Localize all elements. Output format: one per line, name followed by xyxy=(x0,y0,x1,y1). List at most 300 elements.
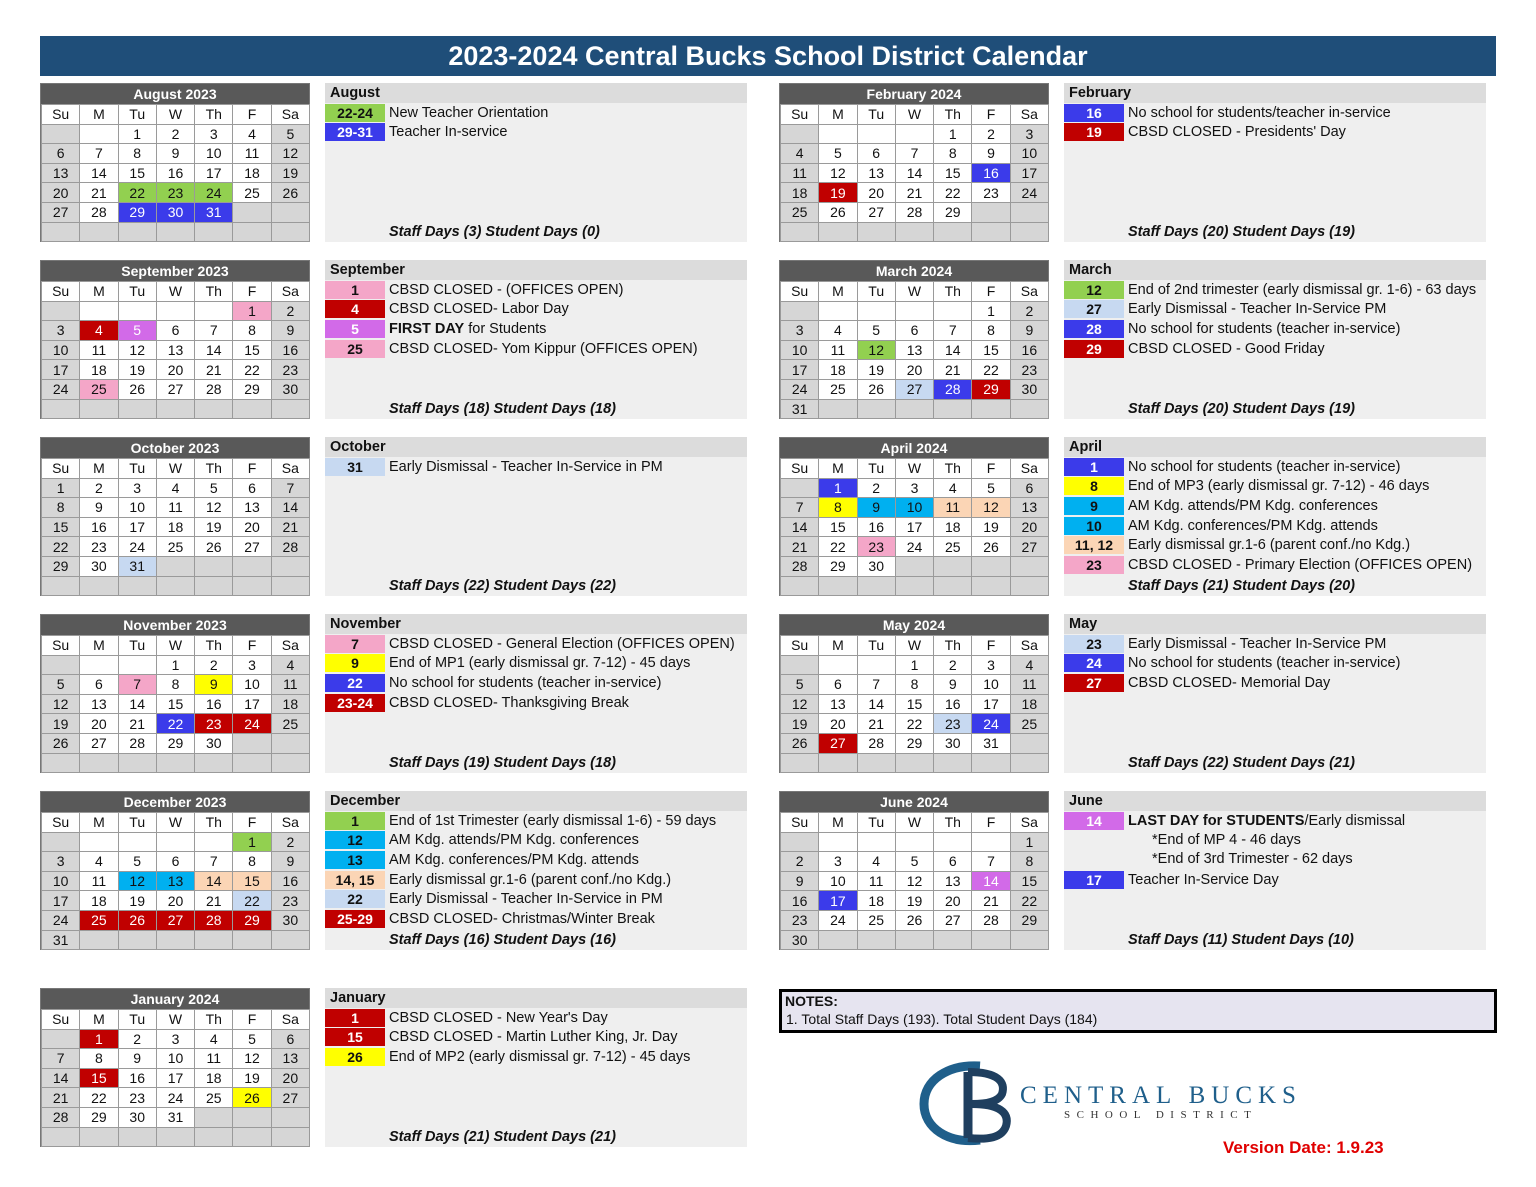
weekday-header: F xyxy=(232,281,271,302)
day-cell: 23 xyxy=(971,182,1010,203)
empty-day-cell xyxy=(895,301,934,322)
day-cell: 7 xyxy=(41,1048,80,1069)
day-cell: 4 xyxy=(232,124,271,145)
day-cell: 17 xyxy=(232,694,271,715)
empty-day-cell xyxy=(41,1029,80,1050)
event-description-text: No school for students/teacher in-service xyxy=(1128,104,1391,121)
empty-day-cell xyxy=(857,576,896,597)
day-cell: 30 xyxy=(1010,379,1049,400)
empty-day-cell xyxy=(41,753,80,774)
day-cell: 24 xyxy=(971,713,1010,734)
weekday-header: M xyxy=(79,104,118,125)
empty-day-cell xyxy=(818,399,857,420)
event-row xyxy=(325,123,747,143)
event-description xyxy=(1124,813,1405,829)
empty-day-cell xyxy=(156,930,195,951)
day-cell: 4 xyxy=(780,143,819,164)
weekday-header: Tu xyxy=(118,458,157,479)
event-description xyxy=(385,105,548,121)
day-cell: 16 xyxy=(1010,340,1049,361)
day-cell: 18 xyxy=(156,517,195,538)
event-row xyxy=(325,870,747,890)
event-description xyxy=(385,1049,690,1065)
weekday-header: Th xyxy=(933,635,972,656)
month-name: August 2023 xyxy=(41,84,309,104)
weekday-header: W xyxy=(156,104,195,125)
day-cell: 7 xyxy=(971,851,1010,872)
day-cell: 4 xyxy=(818,320,857,341)
weekday-header: Su xyxy=(41,104,80,125)
day-cell: 3 xyxy=(818,851,857,872)
empty-day-cell xyxy=(971,576,1010,597)
day-cell: 12 xyxy=(857,340,896,361)
day-cell: 27 xyxy=(895,379,934,400)
day-cell: 13 xyxy=(895,340,934,361)
event-date-badge: 17 xyxy=(1064,871,1124,889)
weekday-header: F xyxy=(971,104,1010,125)
event-description xyxy=(1124,636,1386,652)
day-cell: 9 xyxy=(971,143,1010,164)
empty-day-cell xyxy=(232,576,271,597)
day-cell: 24 xyxy=(156,1087,195,1108)
day-cell: 5 xyxy=(118,851,157,872)
empty-day-cell xyxy=(156,399,195,420)
event-description xyxy=(1124,537,1410,553)
empty-day-cell xyxy=(780,753,819,774)
day-cell: 22 xyxy=(79,1087,118,1108)
day-cell: 15 xyxy=(156,694,195,715)
event-row xyxy=(325,634,747,654)
day-cell: 22 xyxy=(232,359,271,380)
day-cell: 3 xyxy=(118,478,157,499)
day-cell: 16 xyxy=(156,163,195,184)
day-cell: 12 xyxy=(780,694,819,715)
event-description-text: Early Dismissal - Teacher In-Service PM xyxy=(1128,301,1387,318)
day-cell: 19 xyxy=(41,713,80,734)
event-date-badge: 22 xyxy=(325,674,385,692)
day-cell: 14 xyxy=(194,340,233,361)
empty-day-cell xyxy=(271,399,310,420)
empty-day-cell xyxy=(156,576,195,597)
event-row xyxy=(325,811,747,831)
weekday-header: W xyxy=(156,812,195,833)
day-cell: 19 xyxy=(818,182,857,203)
events-month-title: March xyxy=(1064,260,1486,280)
event-description xyxy=(1124,655,1400,671)
event-date-badge: 22-24 xyxy=(325,104,385,122)
event-row xyxy=(325,103,747,123)
day-grid xyxy=(780,281,1048,418)
empty-day-cell xyxy=(156,556,195,577)
events-month-title: January xyxy=(325,988,747,1008)
weekday-header: M xyxy=(818,812,857,833)
days-summary: Staff Days (3) Student Days (0) xyxy=(389,224,600,240)
day-cell: 21 xyxy=(118,713,157,734)
day-cell: 12 xyxy=(271,143,310,164)
weekday-header: Th xyxy=(933,812,972,833)
day-cell: 4 xyxy=(79,320,118,341)
event-description-text: CBSD CLOSED - (OFFICES OPEN) xyxy=(389,281,624,298)
day-cell: 21 xyxy=(194,890,233,911)
days-summary: Staff Days (21) Student Days (21) xyxy=(389,1129,616,1145)
weekday-header: M xyxy=(79,635,118,656)
empty-day-cell xyxy=(79,301,118,322)
event-row xyxy=(1064,123,1486,143)
day-cell: 16 xyxy=(857,517,896,538)
day-cell: 1 xyxy=(933,124,972,145)
event-date-badge: 12 xyxy=(325,831,385,849)
weekday-header: Tu xyxy=(857,635,896,656)
day-cell: 16 xyxy=(271,340,310,361)
empty-day-cell xyxy=(79,753,118,774)
day-cell: 31 xyxy=(780,399,819,420)
day-cell: 19 xyxy=(857,359,896,380)
day-cell: 24 xyxy=(780,379,819,400)
day-cell: 3 xyxy=(41,320,80,341)
empty-day-cell xyxy=(194,399,233,420)
event-description-text: End of 2nd trimester (early dismissal gr. 1-6) - 63 days xyxy=(1128,281,1477,298)
day-cell: 1 xyxy=(818,478,857,499)
events-panel-august-2023 xyxy=(325,83,747,242)
empty-day-cell xyxy=(818,301,857,322)
day-cell: 27 xyxy=(933,910,972,931)
day-cell: 17 xyxy=(41,359,80,380)
event-date-badge: 1 xyxy=(325,1009,385,1027)
day-cell: 5 xyxy=(194,478,233,499)
empty-day-cell xyxy=(79,124,118,145)
day-cell: 13 xyxy=(79,694,118,715)
day-cell: 25 xyxy=(156,536,195,557)
day-cell: 4 xyxy=(156,478,195,499)
events-panel-may-2024 xyxy=(1064,614,1486,773)
day-cell: 28 xyxy=(194,379,233,400)
empty-day-cell xyxy=(79,399,118,420)
event-row xyxy=(325,1047,747,1067)
day-cell: 29 xyxy=(895,733,934,754)
event-date-badge: 24 xyxy=(1064,654,1124,672)
event-description xyxy=(1124,557,1472,573)
empty-day-cell xyxy=(271,222,310,243)
day-cell: 10 xyxy=(971,674,1010,695)
event-date-badge: 11, 12 xyxy=(1064,536,1124,554)
days-summary: Staff Days (20) Student Days (19) xyxy=(1128,224,1355,240)
day-cell: 20 xyxy=(79,713,118,734)
day-cell: 17 xyxy=(194,163,233,184)
day-cell: 29 xyxy=(41,556,80,577)
day-cell: 23 xyxy=(857,536,896,557)
weekday-header: W xyxy=(156,281,195,302)
day-cell: 19 xyxy=(895,890,934,911)
day-cell: 11 xyxy=(79,340,118,361)
empty-day-cell xyxy=(271,930,310,951)
day-cell: 22 xyxy=(118,182,157,203)
weekday-header: F xyxy=(232,812,271,833)
day-cell: 2 xyxy=(1010,301,1049,322)
day-cell: 5 xyxy=(818,143,857,164)
day-grid xyxy=(780,104,1048,241)
day-cell: 27 xyxy=(1010,536,1049,557)
events-month-title: November xyxy=(325,614,747,634)
day-cell: 10 xyxy=(41,871,80,892)
day-cell: 15 xyxy=(971,340,1010,361)
day-cell: 11 xyxy=(156,497,195,518)
empty-day-cell xyxy=(857,124,896,145)
day-cell: 21 xyxy=(857,713,896,734)
event-date-badge: 22 xyxy=(325,890,385,908)
day-cell: 23 xyxy=(156,182,195,203)
day-cell: 18 xyxy=(818,359,857,380)
empty-day-cell xyxy=(895,832,934,853)
empty-day-cell xyxy=(933,556,972,577)
day-cell: 21 xyxy=(933,359,972,380)
event-row xyxy=(325,457,747,477)
day-cell: 1 xyxy=(156,655,195,676)
event-row xyxy=(1064,300,1486,320)
event-description xyxy=(385,1029,678,1045)
day-cell: 11 xyxy=(933,497,972,518)
event-description-text: AM Kdg. conferences/PM Kdg. attends xyxy=(1128,517,1378,534)
weekday-header: M xyxy=(818,281,857,302)
event-date-badge: 9 xyxy=(1064,497,1124,515)
notes-box xyxy=(779,989,1497,1033)
day-cell: 15 xyxy=(895,694,934,715)
event-description-text: Early Dismissal - Teacher In-Service PM xyxy=(1128,635,1387,652)
weekday-header: M xyxy=(818,635,857,656)
weekday-header: W xyxy=(895,812,934,833)
month-name: September 2023 xyxy=(41,261,309,281)
day-cell: 27 xyxy=(232,536,271,557)
empty-day-cell xyxy=(194,832,233,853)
day-cell: 28 xyxy=(895,202,934,223)
day-cell: 17 xyxy=(156,1068,195,1089)
weekday-header: W xyxy=(156,458,195,479)
day-cell: 4 xyxy=(271,655,310,676)
day-cell: 23 xyxy=(1010,359,1049,380)
month-calendar-december-2023 xyxy=(40,791,310,950)
weekday-header: Su xyxy=(780,635,819,656)
day-cell: 26 xyxy=(194,536,233,557)
day-cell: 10 xyxy=(818,871,857,892)
day-cell: 9 xyxy=(933,674,972,695)
day-cell: 11 xyxy=(818,340,857,361)
logo-subtitle: SCHOOL DISTRICT xyxy=(1064,1109,1258,1121)
day-grid xyxy=(780,635,1048,772)
day-cell: 3 xyxy=(232,655,271,676)
event-row xyxy=(325,280,747,300)
event-description xyxy=(385,852,639,868)
day-cell: 22 xyxy=(232,890,271,911)
events-panel-march-2024 xyxy=(1064,260,1486,419)
weekday-header: Tu xyxy=(118,104,157,125)
empty-day-cell xyxy=(780,222,819,243)
day-cell: 20 xyxy=(933,890,972,911)
empty-day-cell xyxy=(933,753,972,774)
month-calendar-june-2024 xyxy=(779,791,1049,950)
days-summary: Staff Days (11) Student Days (10) xyxy=(1128,932,1354,948)
day-cell: 19 xyxy=(118,890,157,911)
day-cell: 22 xyxy=(933,182,972,203)
day-grid xyxy=(41,635,309,772)
weekday-header: Su xyxy=(41,1009,80,1030)
empty-day-cell xyxy=(194,556,233,577)
event-date-badge: 27 xyxy=(1064,674,1124,692)
day-cell: 2 xyxy=(271,832,310,853)
weekday-header: Tu xyxy=(857,104,896,125)
day-cell: 13 xyxy=(933,871,972,892)
empty-day-cell xyxy=(1010,399,1049,420)
event-date-badge: 1 xyxy=(325,281,385,299)
empty-day-cell xyxy=(271,1127,310,1148)
event-date-badge: 10 xyxy=(1064,517,1124,535)
day-cell: 7 xyxy=(895,143,934,164)
empty-day-cell xyxy=(818,753,857,774)
day-cell: 28 xyxy=(271,536,310,557)
day-cell: 10 xyxy=(41,340,80,361)
event-date-badge: 31 xyxy=(325,458,385,476)
day-cell: 15 xyxy=(818,517,857,538)
day-cell: 18 xyxy=(194,1068,233,1089)
event-date-badge: 25 xyxy=(325,340,385,358)
month-calendar-october-2023 xyxy=(40,437,310,596)
empty-day-cell xyxy=(895,930,934,951)
event-description-text: CBSD CLOSED - Primary Election (OFFICES OPEN) xyxy=(1128,556,1473,573)
empty-day-cell xyxy=(271,556,310,577)
day-cell: 30 xyxy=(156,202,195,223)
weekday-header: M xyxy=(818,104,857,125)
day-cell: 20 xyxy=(156,359,195,380)
empty-day-cell xyxy=(232,733,271,754)
event-description-text: Early dismissal gr.1-6 (parent conf./no Kdg.) xyxy=(1128,537,1411,554)
event-date-badge: 8 xyxy=(1064,477,1124,495)
events-panel-january-2024 xyxy=(325,988,747,1147)
event-description-text: End of MP2 (early dismissal gr. 7-12) - 45 days xyxy=(389,1048,691,1065)
day-cell: 25 xyxy=(818,379,857,400)
empty-day-cell xyxy=(780,478,819,499)
event-description-text: New Teacher Orientation xyxy=(389,104,549,121)
weekday-header: Sa xyxy=(271,1009,310,1030)
event-description-text: CBSD CLOSED- Labor Day xyxy=(389,301,569,318)
weekday-header: W xyxy=(156,635,195,656)
day-cell: 12 xyxy=(895,871,934,892)
event-description-text: CBSD CLOSED - Presidents' Day xyxy=(1128,124,1346,141)
weekday-header: Th xyxy=(194,104,233,125)
day-cell: 23 xyxy=(194,713,233,734)
empty-day-cell xyxy=(1010,202,1049,223)
event-description xyxy=(1124,518,1378,534)
day-cell: 21 xyxy=(194,359,233,380)
day-cell: 27 xyxy=(156,910,195,931)
empty-day-cell xyxy=(895,576,934,597)
day-cell: 2 xyxy=(971,124,1010,145)
day-cell: 8 xyxy=(818,497,857,518)
event-date-badge: 7 xyxy=(325,635,385,653)
event-description-text: AM Kdg. attends/PM Kdg. conferences xyxy=(389,832,639,849)
day-cell: 6 xyxy=(818,674,857,695)
day-cell: 18 xyxy=(232,163,271,184)
event-description xyxy=(1124,459,1400,475)
day-cell: 19 xyxy=(780,713,819,734)
empty-day-cell xyxy=(271,576,310,597)
day-cell: 14 xyxy=(79,163,118,184)
empty-day-cell xyxy=(933,399,972,420)
day-grid xyxy=(41,281,309,418)
day-cell: 8 xyxy=(232,851,271,872)
event-description-text: CBSD CLOSED- Yom Kippur (OFFICES OPEN) xyxy=(389,340,698,357)
day-cell: 6 xyxy=(895,320,934,341)
day-cell: 1 xyxy=(232,832,271,853)
event-date-badge: 26 xyxy=(325,1048,385,1066)
day-cell: 9 xyxy=(194,674,233,695)
day-cell: 18 xyxy=(780,182,819,203)
empty-day-cell xyxy=(79,832,118,853)
empty-day-cell xyxy=(79,222,118,243)
event-row xyxy=(325,319,747,339)
empty-day-cell xyxy=(156,301,195,322)
day-cell: 14 xyxy=(194,871,233,892)
day-cell: 15 xyxy=(79,1068,118,1089)
event-description xyxy=(385,695,629,711)
day-cell: 31 xyxy=(194,202,233,223)
day-cell: 18 xyxy=(79,359,118,380)
day-cell: 3 xyxy=(41,851,80,872)
day-grid xyxy=(41,812,309,949)
day-cell: 18 xyxy=(1010,694,1049,715)
event-description xyxy=(385,124,507,140)
month-calendar-september-2023 xyxy=(40,260,310,419)
empty-day-cell xyxy=(194,1107,233,1128)
day-cell: 28 xyxy=(41,1107,80,1128)
day-cell: 27 xyxy=(857,202,896,223)
empty-day-cell xyxy=(780,832,819,853)
event-date-badge: 1 xyxy=(1064,458,1124,476)
day-cell: 7 xyxy=(780,497,819,518)
day-cell: 29 xyxy=(971,379,1010,400)
day-cell: 29 xyxy=(79,1107,118,1128)
day-cell: 17 xyxy=(1010,163,1049,184)
day-cell: 27 xyxy=(271,1087,310,1108)
day-cell: 7 xyxy=(79,143,118,164)
day-cell: 19 xyxy=(271,163,310,184)
event-row xyxy=(1064,477,1486,497)
day-cell: 26 xyxy=(41,733,80,754)
month-calendar-august-2023 xyxy=(40,83,310,242)
day-cell: 13 xyxy=(156,871,195,892)
empty-day-cell xyxy=(232,1107,271,1128)
day-cell: 31 xyxy=(971,733,1010,754)
empty-day-cell xyxy=(895,753,934,774)
day-cell: 21 xyxy=(79,182,118,203)
event-date-badge: 9 xyxy=(325,654,385,672)
day-cell: 21 xyxy=(780,536,819,557)
logo-name: CENTRAL BUCKS xyxy=(1020,1082,1302,1109)
event-description xyxy=(385,872,671,888)
day-cell: 20 xyxy=(818,713,857,734)
weekday-header: F xyxy=(971,458,1010,479)
event-description xyxy=(1124,675,1330,691)
day-cell: 22 xyxy=(895,713,934,734)
month-name: December 2023 xyxy=(41,792,309,812)
empty-day-cell xyxy=(1010,576,1049,597)
day-cell: 1 xyxy=(41,478,80,499)
empty-day-cell xyxy=(895,399,934,420)
weekday-header: Tu xyxy=(118,1009,157,1030)
day-cell: 3 xyxy=(971,655,1010,676)
empty-day-cell xyxy=(194,930,233,951)
version-date: Version Date: 1.9.23 xyxy=(1223,1138,1384,1157)
day-cell: 6 xyxy=(271,1029,310,1050)
day-cell: 25 xyxy=(79,910,118,931)
weekday-header: Su xyxy=(780,281,819,302)
